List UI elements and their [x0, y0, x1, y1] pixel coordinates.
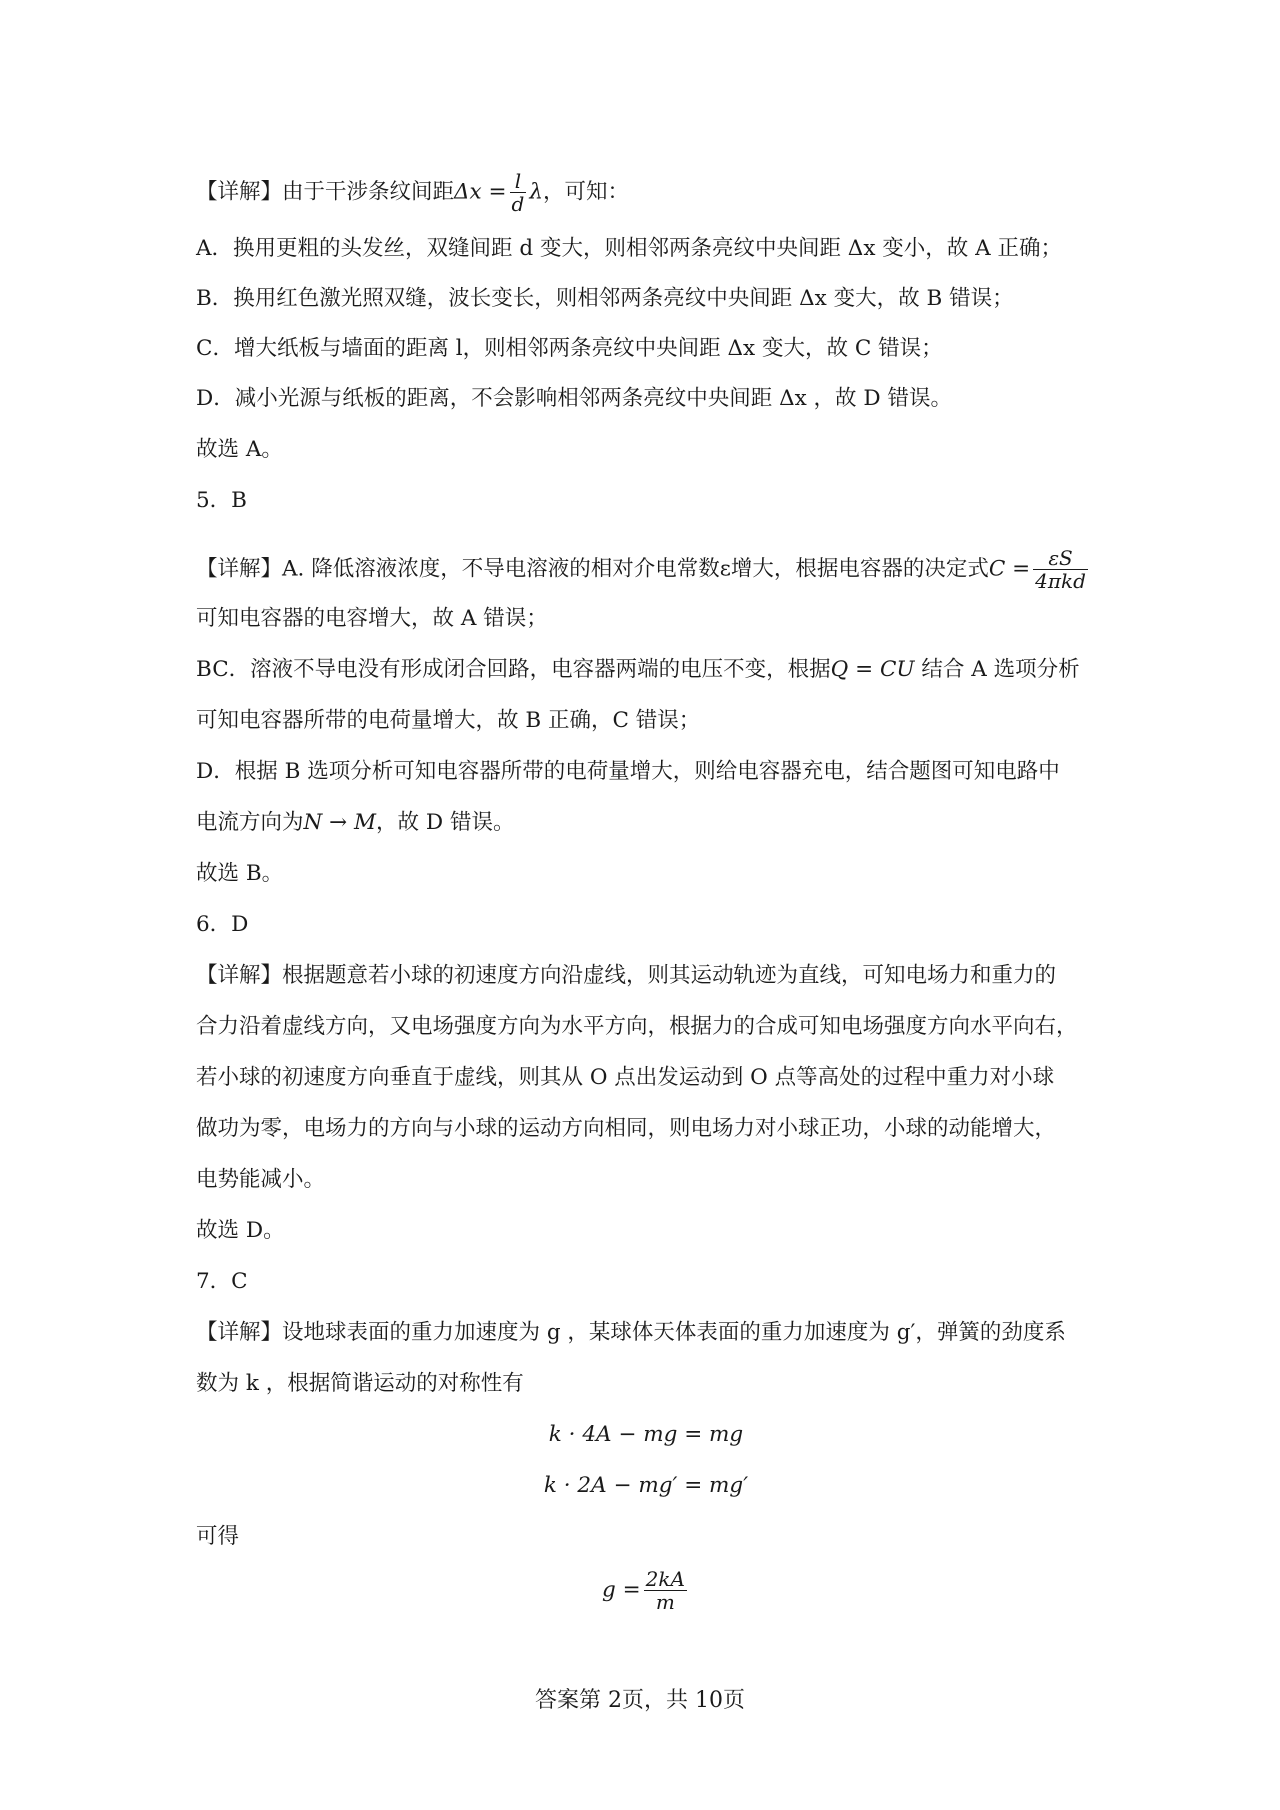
- q7-line2: 数为 k ，根据简谐运动的对称性有: [196, 1371, 524, 1396]
- q5-fraction: $\frac{\varepsilon S}{\text{4πkd}}$: [1035, 546, 1086, 593]
- q7-result-label: 可得: [196, 1524, 240, 1549]
- q5-line2: 可知电容器的电容增大，故 A 错误；: [196, 606, 548, 631]
- q6-choice: 故选 D。: [196, 1218, 285, 1243]
- q6-line1: 【详解】根据题意若小球的初速度方向沿虚线，则其运动轨迹为直线，可知电场力和重力的: [196, 963, 1057, 988]
- q7-equation-1: k · 4A − mg = mg: [548, 1422, 744, 1447]
- q7-equation-2: k · 2A − mg′ = mg′: [543, 1473, 749, 1498]
- q4-option-c: C．增大纸板与墙面的距离 l，则相邻两条亮纹中央间距 Δx 变大，故 C 错误；: [196, 336, 943, 361]
- q6-line5: 电势能减小。: [196, 1167, 326, 1192]
- q7-answer: 7．C: [196, 1269, 248, 1294]
- q6-line3: 若小球的初速度方向垂直于虚线，则其从 O 点出发运动到 O 点等高处的过程中重力对小球: [196, 1065, 1055, 1090]
- q4-option-d: D．减小光源与纸板的距离，不会影响相邻两条亮纹中央间距 Δx ，故 D 错误。: [196, 386, 952, 411]
- q5-line1: 【详解】A. 降低溶液浓度，不导电溶液的相对介电常数ε增大，根据电容器的决定式C = $\frac{\varepsilon S}{\text{4πkd}}$: [196, 546, 1086, 593]
- q5-formula-lhs: C =: [988, 556, 1031, 582]
- page-footer: 答案第 2页，共 10页: [535, 1688, 745, 1713]
- q5-choice: 故选 B。: [196, 861, 284, 886]
- q5-line4: 可知电容器所带的电荷量增大，故 B 正确，C 错误；: [196, 708, 701, 733]
- q4-option-b: B．换用红色激光照双缝，波长变长，则相邻两条亮纹中央间距 Δx 变大，故 B 错误；: [196, 286, 1014, 311]
- q6-answer: 6．D: [196, 912, 249, 937]
- q5-line6: 电流方向为N → M，故 D 错误。: [196, 810, 515, 835]
- q7-equation-3: g = $\frac{2kA}{m}$: [602, 1567, 685, 1614]
- q6-line2: 合力沿着虚线方向，又电场强度方向为水平方向，根据力的合成可知电场强度方向水平向右，: [196, 1014, 1078, 1039]
- q4-fraction: $\frac{l}{d}$: [511, 169, 525, 216]
- q5-line5: D．根据 B 选项分析可知电容器所带的电荷量增大，则给电容器充电，结合题图可知电路中: [196, 759, 1060, 784]
- q5-answer: 5．B: [196, 488, 247, 513]
- q4-option-a: A．换用更粗的头发丝，双缝间距 d 变大，则相邻两条亮纹中央间距 Δx 变小，故 A 正确；: [196, 236, 1062, 261]
- q7-fraction: $\frac{2kA}{m}$: [645, 1567, 685, 1614]
- q6-line4: 做功为零，电场力的方向与小球的运动方向相同，则电场力对小球正功，小球的动能增大，: [196, 1116, 1057, 1141]
- q4-choice: 故选 A。: [196, 437, 283, 462]
- q4-intro: 【详解】由于干涉条纹间距Δx = $\frac{l}{d}$ λ，可知：: [196, 169, 629, 216]
- q7-line1: 【详解】设地球表面的重力加速度为 g ，某球体天体表面的重力加速度为 g′，弹簧的劲度系: [196, 1320, 1066, 1345]
- q5-line3: BC．溶液不导电没有形成闭合回路，电容器两端的电压不变，根据Q = CU 结合 A 选项分析: [196, 657, 1080, 682]
- q4-formula-lhs: Δx =: [454, 179, 507, 205]
